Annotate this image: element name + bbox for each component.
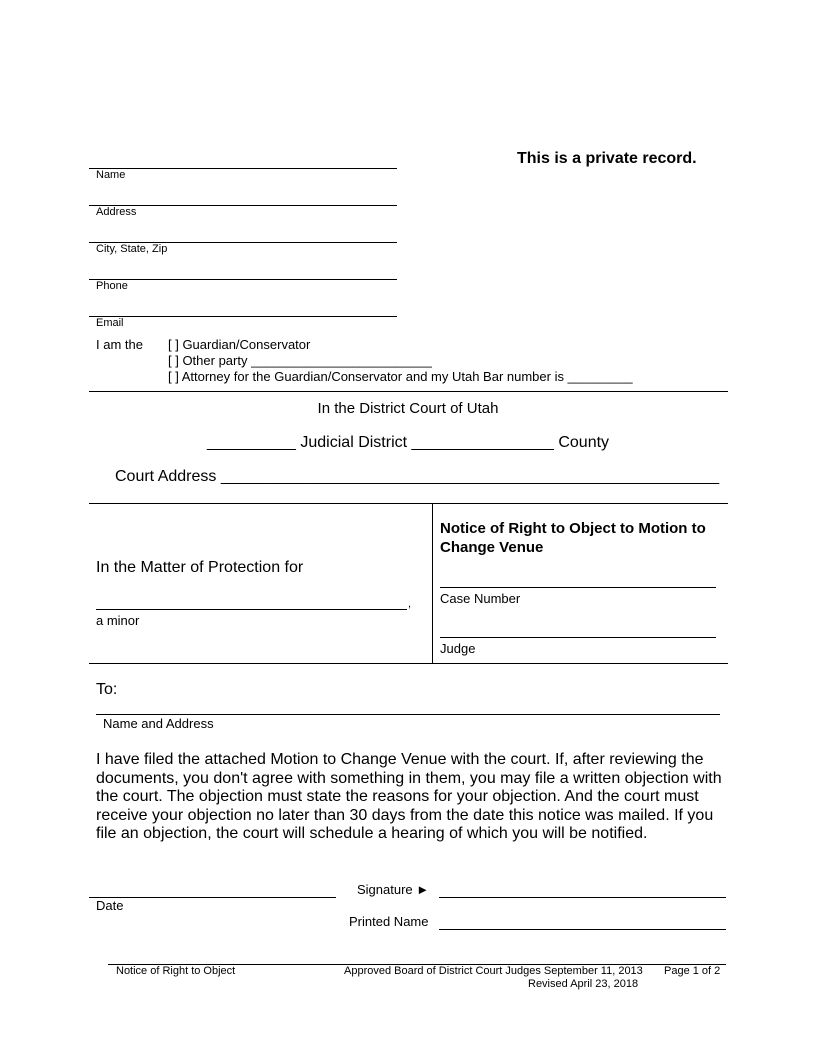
case-number-line[interactable] xyxy=(440,587,716,588)
court-title: In the District Court of Utah xyxy=(317,400,499,417)
signature-label: Signature ► xyxy=(357,882,430,897)
footer-revised: Revised April 23, 2018 xyxy=(528,978,639,990)
judge-line[interactable] xyxy=(440,637,716,638)
recipient-line[interactable] xyxy=(96,714,720,715)
judge-label: Judge xyxy=(440,641,476,656)
footer-form-name: Notice of Right to Object xyxy=(116,965,236,977)
email-label: Email xyxy=(96,317,124,329)
body-paragraph: I have filed the attached Motion to Change Venue with the court. If, after reviewing the documents, you don't agree with something in them, you may file a written objection with the court. The objection must state the reasons for your objection. And the court must receive your objection no later than 30 days from the date this notice was mailed. If you file an objection, the court will schedule a hearing of which you will be notified. xyxy=(96,751,722,842)
comma: , xyxy=(408,598,412,610)
footer-approved: Approved Board of District Court Judges September 11, 2013 xyxy=(344,965,643,977)
date-label: Date xyxy=(96,898,124,913)
divider-court xyxy=(89,391,728,392)
role-options xyxy=(168,337,633,385)
address-label: Address xyxy=(96,206,137,218)
phone-line[interactable] xyxy=(89,279,397,280)
caption-top-border xyxy=(89,503,728,504)
name-and-address-label: Name and Address xyxy=(103,716,214,731)
caption-bottom-border xyxy=(89,663,728,664)
city-state-zip-label: City, State, Zip xyxy=(96,243,168,255)
to-label: To: xyxy=(96,681,118,698)
protected-person-line[interactable] xyxy=(96,609,407,610)
date-line[interactable] xyxy=(89,897,336,898)
caption-divider xyxy=(432,503,433,663)
minor-label: a minor xyxy=(96,613,140,628)
footer-page-number: Page 1 of 2 xyxy=(664,965,721,977)
printed-name-label: Printed Name xyxy=(349,914,429,929)
email-line[interactable] xyxy=(89,316,397,317)
document-title: Notice of Right to Object to Motion to Change Venue xyxy=(440,520,706,556)
court-address-line[interactable]: Court Address ________________________________________________________ xyxy=(115,468,720,485)
matter-label: In the Matter of Protection for xyxy=(96,559,304,576)
signature-line[interactable] xyxy=(439,897,726,898)
role-option-guardian[interactable]: [ ] Guardian/Conservator xyxy=(168,337,311,352)
district-county-line[interactable]: __________ Judicial District ________________ County xyxy=(206,434,610,451)
role-option-other-party[interactable]: [ ] Other party _________________________ xyxy=(168,353,432,368)
role-label: I am the xyxy=(96,337,143,352)
printed-name-line[interactable] xyxy=(439,929,726,930)
role-option-attorney[interactable]: [ ] Attorney for the Guardian/Conservator and my Utah Bar number is _________ xyxy=(168,369,633,384)
case-number-label: Case Number xyxy=(440,591,521,606)
private-record-notice: This is a private record. xyxy=(517,150,697,167)
name-line[interactable] xyxy=(89,168,397,169)
name-label: Name xyxy=(96,169,126,181)
phone-label: Phone xyxy=(96,280,128,292)
